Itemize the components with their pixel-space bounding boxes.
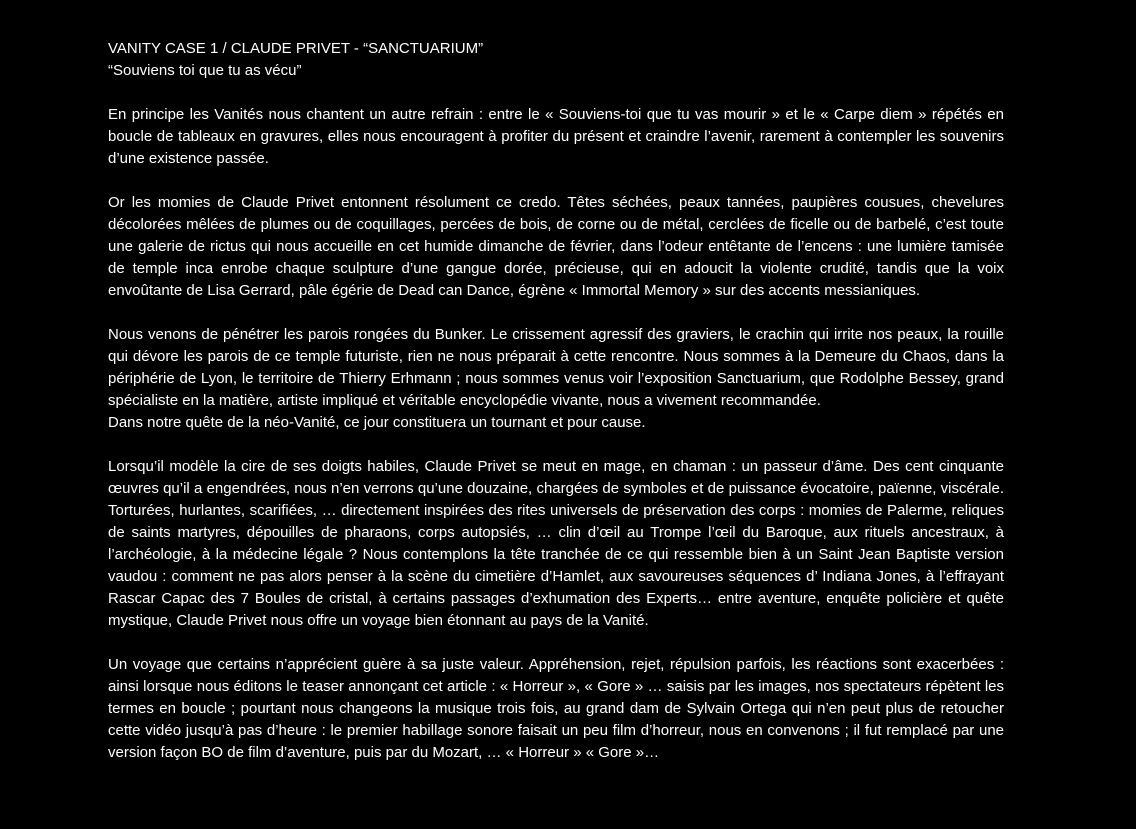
article-paragraph-3-extra-line: Dans notre quête de la néo-Vanité, ce jour constituera un tournant et pour cause. xyxy=(108,414,646,431)
article-header xyxy=(108,38,1004,82)
article-subtitle: “Souviens toi que tu as vécu” xyxy=(108,62,302,79)
article-paragraph-3-text: Nous venons de pénétrer les parois rongées du Bunker. Le crissement agressif des graviers, le crachin qui irrite nos peaux, la rouille qui dévore les parois de ce temple futuriste, rien ne nous préparait à cette rencontre. Nous sommes à la Demeure du Chaos, dans la périphérie de Lyon, le territoire de Thierry Erhmann ; nous sommes venus voir l’exposition Sanctuarium, que Rodolphe Bessey, grand spécialiste en la matière, artiste impliqué et véritable encyclopédie vivante, nous a vivement recommandée. xyxy=(108,326,1004,409)
article-paragraph-1: En principe les Vanités nous chantent un autre refrain : entre le « Souviens-toi que tu vas mourir » et le « Carpe diem » répétés en boucle de tableaux en gravures, elles nous encouragent à profiter du présent et craindre l’avenir, rarement à contempler les souvenirs d’une existence passée. xyxy=(108,106,1004,167)
article-paragraph-5: Un voyage que certains n’apprécient guère à sa juste valeur. Appréhension, rejet, répulsion parfois, les réactions sont exacerbées : ainsi lorsque nous éditons le teaser annonçant cet article : « Horreur », « Gore » … saisis par les images, nos spectateurs répètent les termes en boucle ; pourtant nous changeons la musique trois fois, au grand dam de Sylvain Ortega qui n’en peut plus de retoucher cette vidéo jusqu’à pas d’heure : le premier habillage sonore faisait un peu film d’horreur, nous en convenons ; il fut remplacé par une version façon BO de film d’aventure, puis par du Mozart, … « Horreur » « Gore »… xyxy=(108,656,1004,761)
article-paragraph-3 xyxy=(108,324,1004,434)
article-paragraph-2: Or les momies de Claude Privet entonnent résolument ce credo. Têtes séchées, peaux tannées, paupières cousues, chevelures décolorées mêlées de plumes ou de coquillages, percées de bois, de corne ou de métal, cerclées de ficelle ou de barbelé, c’est toute une galerie de rictus qui nous accueille en cet humide dimanche de février, dans l’odeur entêtante de l’encens : une lumière tamisée de temple inca enrobe chaque sculpture d’une gangue dorée, précieuse, qui en adoucit la violente crudité, tandis que la voix envoûtante de Lisa Gerrard, pâle égérie de Dead can Dance, égrène « Immortal Memory » sur des accents messianiques. xyxy=(108,194,1004,299)
article-paragraph-4: Lorsqu’il modèle la cire de ses doigts habiles, Claude Privet se meut en mage, en chaman : un passeur d’âme. Des cent cinquante œuvres qu’il a engendrées, nous n’en verrons qu’une douzaine, chargées de symboles et de puissance évocatoire, païenne, viscérale. Torturées, hurlantes, scarifiées, … directement inspirées des rites universels de préservation des corps : momies de Palerme, reliques de saints martyres, dépouilles de pharaons, corps autopsiés, … clin d’œil au Trompe l’œil du Baroque, aux rituels ancestraux, à l’archéologie, à la médecine légale ? Nous contemplons la tête tranchée de ce qui ressemble bien à un Saint Jean Baptiste version vaudou : comment ne pas alors penser à la scène du cimetière d’Hamlet, aux savoureuses séquences d’ Indiana Jones, à l’effrayant Rascar Capac des 7 Boules de cristal, à certains passages d’exhumation des Experts… entre aventure, enquête policière et quête mystique, Claude Privet nous offre un voyage bien étonnant au pays de la Vanité. xyxy=(108,458,1004,629)
article-title: VANITY CASE 1 / CLAUDE PRIVET - “SANCTUARIUM” xyxy=(108,40,484,57)
article xyxy=(108,38,1004,786)
